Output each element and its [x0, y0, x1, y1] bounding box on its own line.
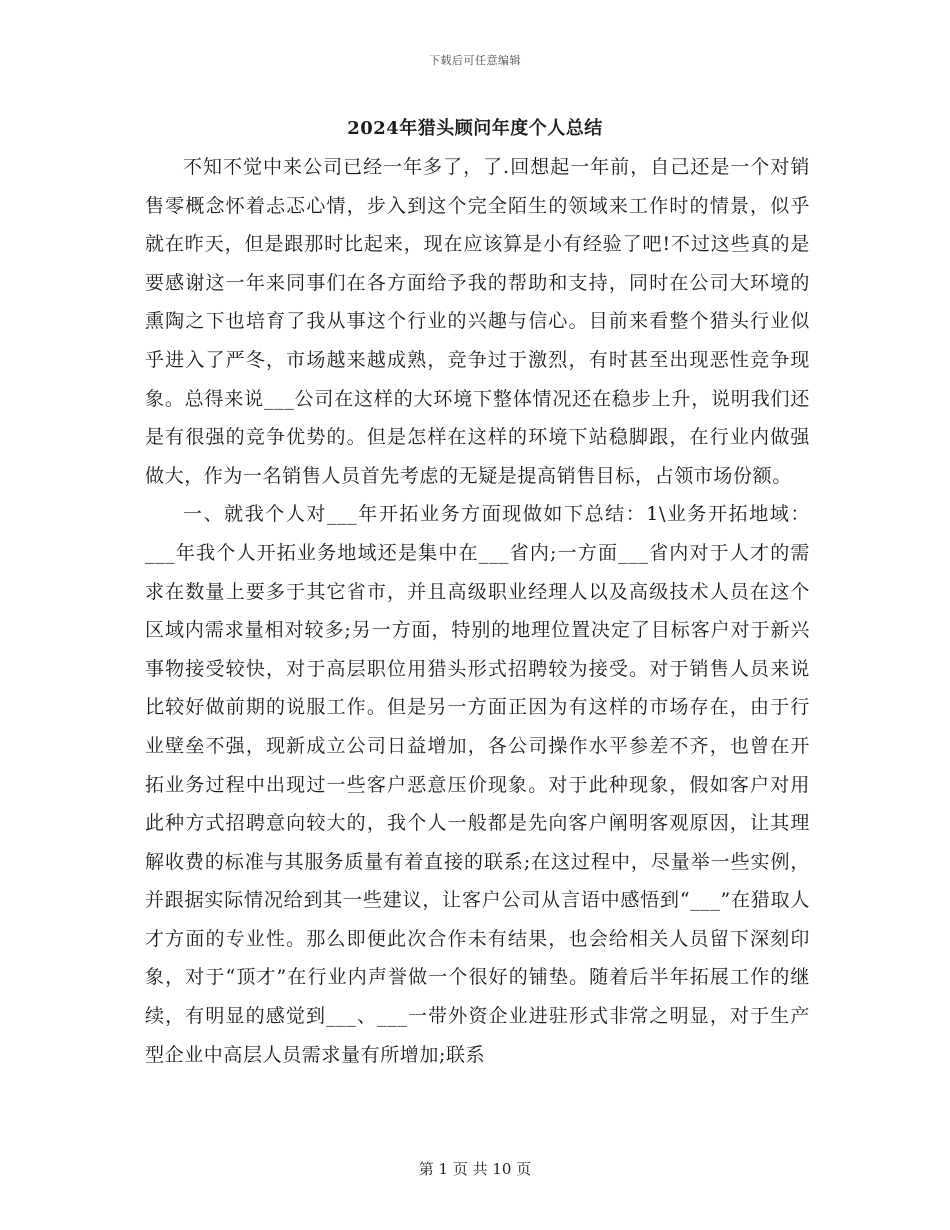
body-paragraph: 不知不觉中来公司已经一年多了，了.回想起一年前，自己还是一个对销售零概念怀着忐忑心情，步入到这个完全陌生的领域来工作时的情景，似乎就在昨天，但是跟那时比起来，现在应该算是小有经验了吧!不过这些真的是要感谢这一年来同事们在各方面给予我的帮助和支持，同时在公司大环境的熏陶之下也培育了我从事这个行业的兴趣与信心。目前来看整个猎头行业似乎进入了严冬，市场越来越成熟，竞争过于激烈，有时甚至出现恶性竞争现象。总得来说___公司在这样的大环境下整体情况还在稳步上升，说明我们还是有很强的竞争优势的。但是怎样在这样的环境下站稳脚跟，在行业内做强做大，作为一名销售人员首先考虑的无疑是提高销售目标，占领市场份额。 — [145, 156, 810, 487]
document-title: 2024年猎头顾问年度个人总结 — [347, 118, 603, 139]
body-paragraph: 一、就我个人对___年开拓业务方面现做如下总结：1\业务开拓地域：___年我个人开拓业务地域还是集中在___省内;一方面___省内对于人才的需求在数量上要多于其它省市，并且高级职业经理人以及高级技术人员在这个区域内需求量相对较多;另一方面，特别的地理位置决定了目标客户对于新兴事物接受较快，对于高层职位用猎头形式招聘较为接受。对于销售人员来说比较好做前期的说服工作。但是另一方面正因为有这样的市场存在，由于行业壁垒不强，现新成立公司日益增加，各公司操作水平参差不齐，也曾在开拓业务过程中出现过一些客户恶意压价现象。对于此种现象，假如客户对用此种方式招聘意向较大的，我个人一般都是先向客户阐明客观原因，让其理解收费的标准与其服务质量有着直接的联系;在这过程中，尽量举一些实例，并跟据实际情况给到其一些建议，让客户公司从言语中感悟到“___”在猎取人才方面的专业性。那么即便此次合作未有结果，也会给相关人员留下深刻印象，对于“顶才”在行业内声誉做一个很好的铺垫。随着后半年拓展工作的继续，有明显的感觉到___、___一带外资企业进驻形式非常之明显，对于生产型企业中高层人员需求量有所增加;联系 — [145, 503, 810, 1066]
document-body — [145, 148, 810, 1074]
page-header-note: 下载后可任意编辑 — [429, 54, 521, 67]
page-number-footer: 第 1 页 共 10 页 — [418, 1160, 532, 1178]
